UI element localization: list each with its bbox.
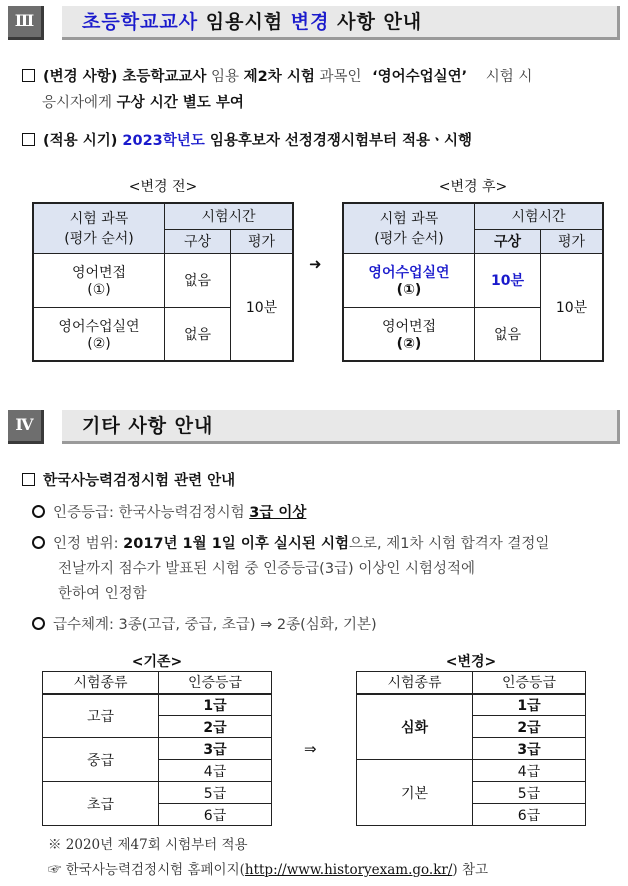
old-caption: <기존>	[131, 654, 183, 670]
bullet-circle-icon	[32, 617, 45, 630]
row-eval: 10분	[231, 253, 294, 361]
bullet-circle-icon	[32, 505, 45, 518]
before-table	[32, 202, 294, 362]
header-subject: 시험 과목 (평가 순서)	[343, 203, 475, 253]
section-title	[62, 6, 620, 40]
arrow-double-right-icon: ⇒	[304, 740, 317, 758]
grade-cell: 2급	[159, 716, 272, 738]
bullet-scope-line2: 전날까지 점수가 발표된 시험 중 인증등급(3급) 이상인 시험성적에	[58, 561, 475, 577]
after-caption: <변경 후>	[438, 179, 508, 195]
change-item-continued: 응시자에게 구상 시간 별도 부여	[42, 95, 244, 111]
section-4-header	[8, 410, 620, 444]
arrow-right-icon: ➜	[309, 255, 322, 273]
row-eval: 10분	[541, 253, 604, 361]
grade-cell: 2급	[473, 716, 586, 738]
title-part: 변경	[290, 11, 330, 33]
bullet-scope: 인정 범위: 2017년 1월 1일 이후 실시된 시험으로, 제1차 시험 합격자 결정일	[32, 533, 549, 555]
grade-cell: 1급	[159, 694, 272, 716]
row-subject: 영어수업실연 (①)	[343, 253, 475, 307]
header-eval: 평가	[541, 229, 604, 253]
header-type: 시험종류	[357, 672, 473, 694]
row-plan: 없음	[165, 253, 231, 307]
title-part: 임용시험	[198, 11, 291, 33]
title-part: 사항 안내	[329, 11, 423, 33]
type-cell: 중급	[43, 738, 159, 782]
type-cell: 초급	[43, 782, 159, 826]
grade-cell: 4급	[159, 760, 272, 782]
section-3-header	[8, 6, 620, 40]
header-subject: 시험 과목 (평가 순서)	[33, 203, 165, 253]
row-subject: 영어면접 (①)	[33, 253, 165, 307]
bullet-system: 급수체계: 3종(고급, 중급, 초급) ⇒ 2종(심화, 기본)	[32, 614, 377, 636]
homepage-link[interactable]: http://www.historyexam.go.kr/	[244, 862, 453, 878]
section-number: Ⅲ	[8, 6, 44, 40]
row-subject: 영어면접 (②)	[343, 307, 475, 361]
bullet-circle-icon	[32, 536, 45, 549]
checkbox-square-icon	[22, 69, 35, 82]
bullet-scope-line3: 한하여 인정함	[58, 586, 147, 602]
note-apply: ※ 2020년 제47회 시험부터 적용	[48, 837, 248, 853]
header-time: 시험시간	[165, 203, 294, 229]
header-type: 시험종류	[43, 672, 159, 694]
grade-cell: 4급	[473, 760, 586, 782]
change-item: (변경 사항) 초등학교교사 임용 제2차 시험 과목인 ‘영어수업실연’ 시험 시	[22, 66, 532, 88]
history-exam-heading: 한국사능력검정시험 관련 안내	[22, 470, 235, 492]
row-plan: 없음	[165, 307, 231, 361]
checkbox-square-icon	[22, 473, 35, 486]
new-caption: <변경>	[445, 654, 497, 670]
header-grade: 인증등급	[473, 672, 586, 694]
grade-cell: 6급	[159, 804, 272, 826]
row-subject: 영어수업실연 (②)	[33, 307, 165, 361]
row-plan: 없음	[475, 307, 541, 361]
grade-cell: 6급	[473, 804, 586, 826]
header-plan: 구상	[165, 229, 231, 253]
header-grade: 인증등급	[159, 672, 272, 694]
row-plan: 10분	[475, 253, 541, 307]
section-number: Ⅳ	[8, 410, 44, 444]
grade-cell: 3급	[473, 738, 586, 760]
type-cell: 기본	[357, 760, 473, 826]
after-table	[342, 202, 604, 362]
old-grade-table	[42, 671, 272, 826]
section-title: 기타 사항 안내	[62, 410, 620, 444]
grade-cell: 3급	[159, 738, 272, 760]
grade-cell: 1급	[473, 694, 586, 716]
note-homepage: ☞ 한국사능력검정시험 홈페이지(http://www.historyexam.go.kr/) 참고	[48, 862, 489, 878]
checkbox-square-icon	[22, 133, 35, 146]
type-cell: 고급	[43, 694, 159, 738]
grade-cell: 5급	[159, 782, 272, 804]
header-time: 시험시간	[475, 203, 604, 229]
apply-item: (적용 시기) 2023학년도 임용후보자 선정경쟁시험부터 적용ㆍ시행	[22, 130, 472, 152]
type-cell: 심화	[357, 694, 473, 760]
header-plan: 구상	[475, 229, 541, 253]
grade-cell: 5급	[473, 782, 586, 804]
title-part: 초등학교교사	[82, 11, 199, 33]
new-grade-table	[356, 671, 586, 826]
bullet-grade: 인증등급: 한국사능력검정시험 3급 이상	[32, 502, 306, 524]
header-eval: 평가	[231, 229, 294, 253]
before-caption: <변경 전>	[128, 179, 198, 195]
